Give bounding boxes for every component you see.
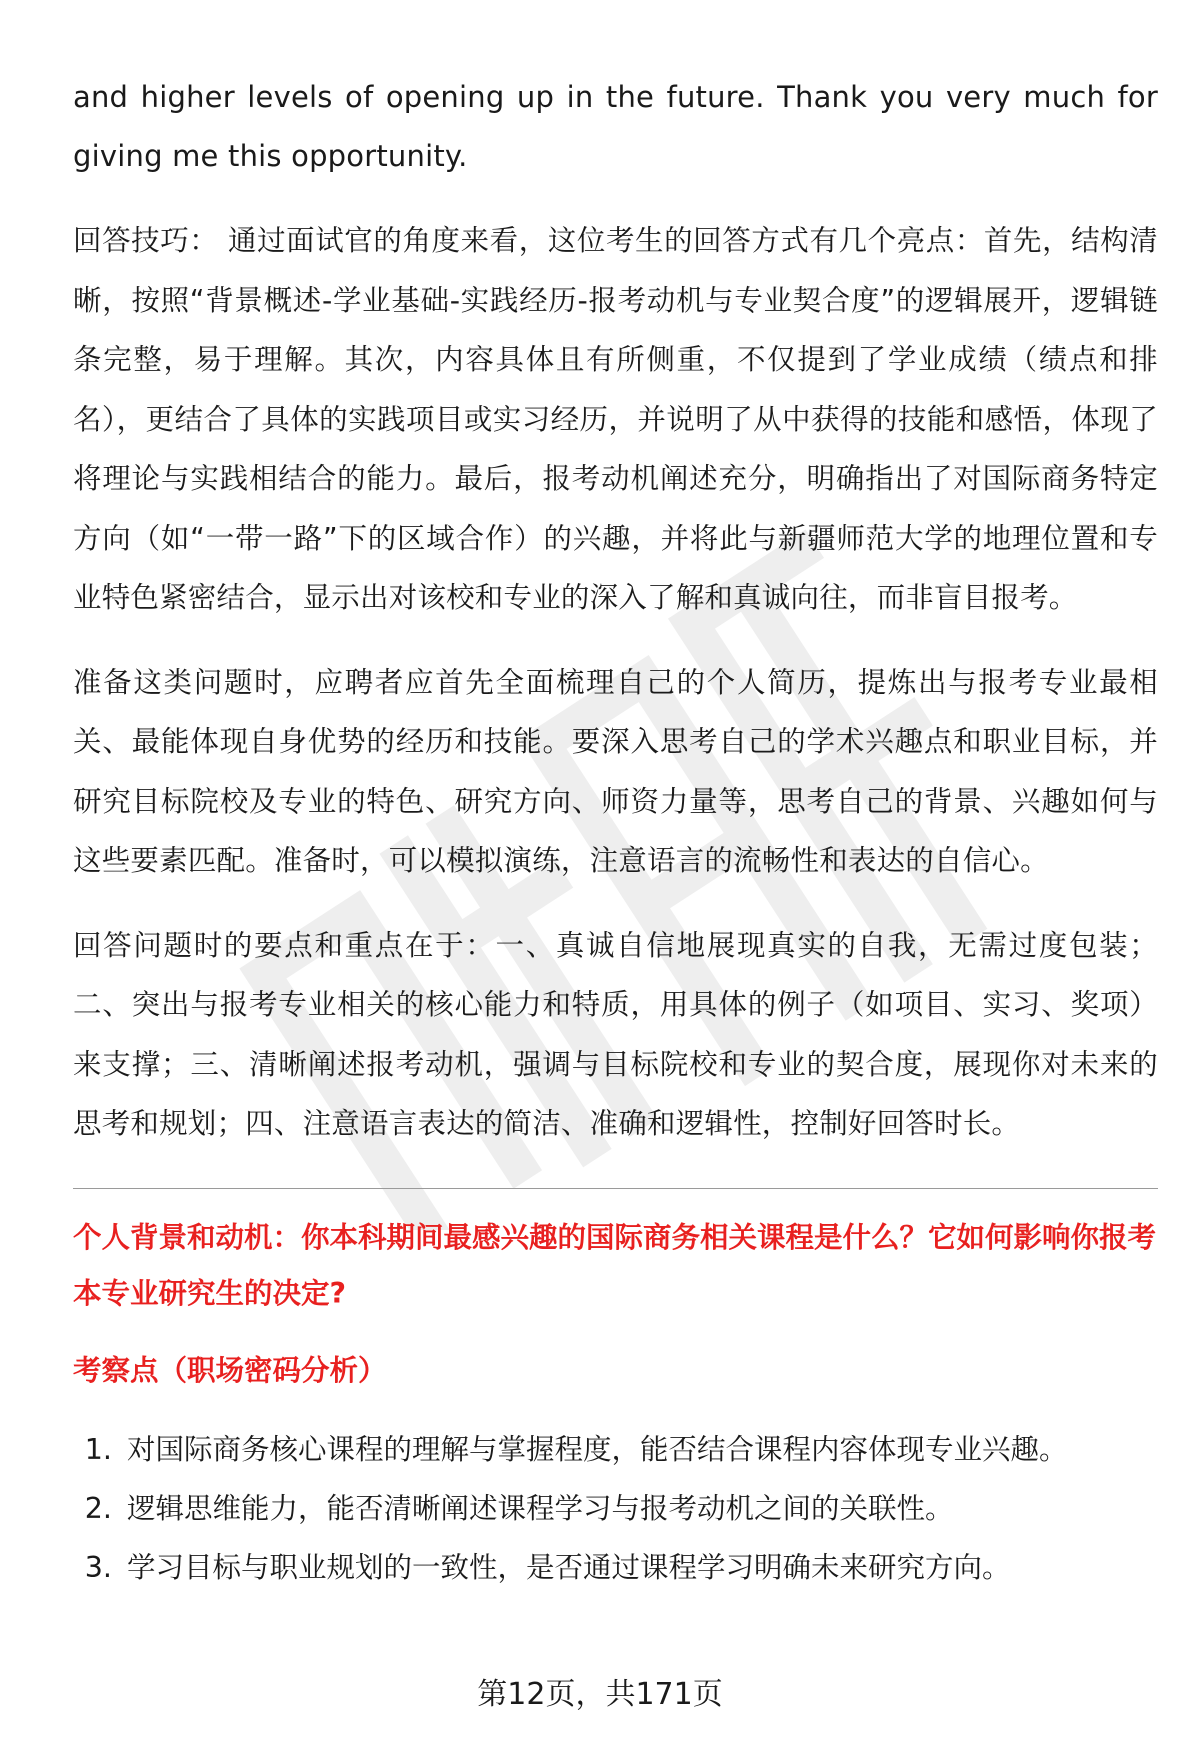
preparation-paragraph: 准备这类问题时，应聘者应首先全面梳理自己的个人简历，提炼出与报考专业最相关、最能体现自身优势的经历和技能。要深入思考自己的学术兴趣点和职业目标，并研究目标院校及专业的特色、研究方向、师资力量等，思考自己的背景、兴趣如何与这些要素匹配。准备时，可以模拟演练，注意语言的流畅性和表达的自信心。: [73, 665, 1158, 877]
assessment-points-list: [73, 1420, 1158, 1597]
list-item-text: 逻辑思维能力，能否清晰阐述课程学习与报考动机之间的关联性。: [127, 1491, 954, 1525]
list-item-number: 2.: [84, 1491, 112, 1525]
list-item: [73, 1420, 1158, 1479]
list-item-text: 学习目标与职业规划的一致性，是否通过课程学习明确未来研究方向。: [127, 1550, 1011, 1584]
key-points-paragraph: 回答问题时的要点和重点在于：一、真诚自信地展现真实的自我，无需过度包装；二、突出与报考专业相关的核心能力和特质，用具体的例子（如项目、实习、奖项）来支撑；三、清晰阐述报考动机，强调与目标院校和专业的契合度，展现你对未来的思考和规划；四、注意语言表达的简洁、准确和逻辑性，控制好回答时长。: [73, 928, 1158, 1140]
assessment-section-label: 考察点（职场密码分析）: [73, 1353, 387, 1387]
list-item: [73, 1538, 1158, 1597]
list-item: [73, 1479, 1158, 1538]
list-item-number: 1.: [84, 1432, 112, 1466]
page-content: [73, 68, 1158, 1597]
list-item-number: 3.: [84, 1550, 112, 1584]
page-number: 第12页，共171页: [477, 1677, 723, 1712]
list-item-text: 对国际商务核心课程的理解与掌握程度，能否结合课程内容体现专业兴趣。: [127, 1432, 1068, 1466]
english-paragraph: and higher levels of opening up in the future. Thank you very much for giving me this opportunity.: [73, 80, 1158, 173]
question-title: 个人背景和动机：你本科期间最感兴趣的国际商务相关课程是什么？它如何影响你报考本专业研究生的决定?: [73, 1220, 1157, 1310]
answer-tips-paragraph: 回答技巧： 通过面试官的角度来看，这位考生的回答方式有几个亮点：首先，结构清晰，按照“背景概述-学业基础-实践经历-报考动机与专业契合度”的逻辑展开，逻辑链条完整，易于理解。其次，内容具体且有所侧重，不仅提到了学业成绩（绩点和排名），更结合了具体的实践项目或实习经历，并说明了从中获得的技能和感悟，体现了将理论与实践相结合的能力。最后，报考动机阐述充分，明确指出了对国际商务特定方向（如“一带一路”下的区域合作）的兴趣，并将此与新疆师范大学的地理位置和专业特色紧密结合，显示出对该校和专业的深入了解和真诚向往，而非盲目报考。: [73, 224, 1158, 614]
